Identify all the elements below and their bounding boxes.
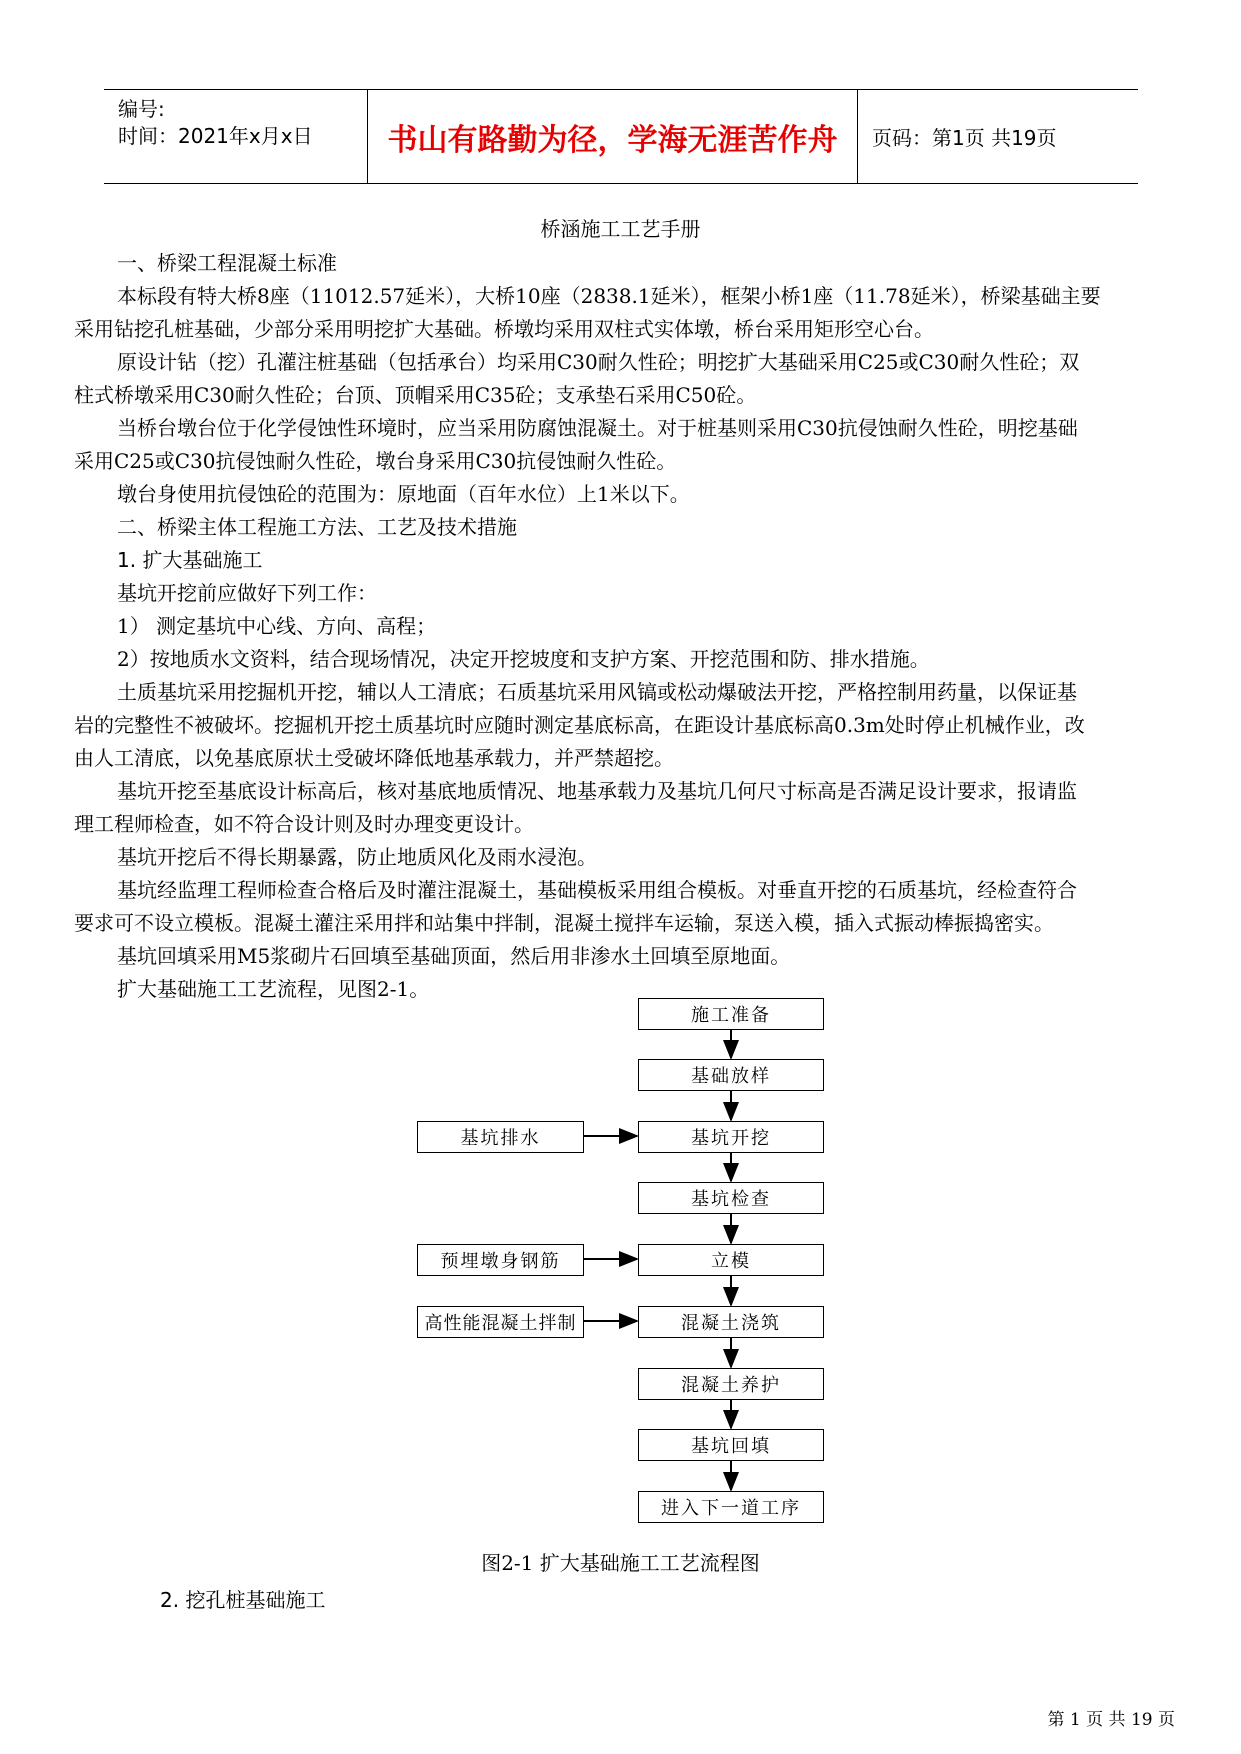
subsection-heading-2: 2. 挖孔桩基础施工 <box>160 1588 326 1612</box>
paragraph-line: 柱式桥墩采用C30耐久性砼；台顶、顶帽采用C35砼；支承垫石采用C50砼。 <box>74 383 757 407</box>
flow-step-next-process: 进入下一道工序 <box>638 1491 824 1523</box>
flow-step-layout: 基础放样 <box>638 1059 824 1091</box>
motto-cell <box>368 90 858 183</box>
paragraph-line: 扩大基础施工工艺流程，见图2-1。 <box>117 977 430 1001</box>
paragraph-line: 墩台身使用抗侵蚀砼的范围为：原地面（百年水位）上1米以下。 <box>117 482 690 506</box>
paragraph-line: 基坑开挖后不得长期暴露，防止地质风化及雨水浸泡。 <box>117 845 597 869</box>
document-title: 桥涵施工工艺手册 <box>540 217 701 241</box>
section-heading-2: 二、桥梁主体工程施工方法、工艺及技术措施 <box>117 515 517 539</box>
paragraph-line: 基坑回填采用M5浆砌片石回填至基础顶面，然后用非渗水土回填至原地面。 <box>117 944 791 968</box>
paragraph-line: 本标段有特大桥8座（11012.57延米），大桥10座（2838.1延米），框架小桥1座（11.78延米），桥梁基础主要 <box>117 284 1101 308</box>
motto-text: 书山有路勤为径，学海无涯苦作舟 <box>387 122 838 158</box>
paragraph-line: 采用钻挖孔桩基础，少部分采用明挖扩大基础。桥墩均采用双柱式实体墩，桥台采用矩形空心台。 <box>74 317 934 341</box>
paragraph-line: 基坑开挖至基底设计标高后，核对基底地质情况、地基承载力及基坑几何尺寸标高是否满足设计要求，报请监 <box>117 779 1077 803</box>
flow-input-drainage: 基坑排水 <box>417 1121 584 1153</box>
flow-input-rebar: 预埋墩身钢筋 <box>417 1244 584 1276</box>
number-label: 编号: <box>118 97 165 121</box>
subsection-heading-1: 1. 扩大基础施工 <box>117 548 263 572</box>
list-item: 1） 测定基坑中心线、方向、高程； <box>117 614 437 638</box>
paragraph-line: 原设计钻（挖）孔灌注桩基础（包括承台）均采用C30耐久性砼；明挖扩大基础采用C25或C30耐久性砼；双 <box>117 350 1080 374</box>
paragraph-line: 采用C25或C30抗侵蚀耐久性砼，墩台身采用C30抗侵蚀耐久性砼。 <box>74 449 677 473</box>
flow-step-excavation: 基坑开挖 <box>638 1121 824 1153</box>
section-heading-1: 一、桥梁工程混凝土标准 <box>117 251 337 275</box>
figure-caption: 图2-1 扩大基础施工工艺流程图 <box>481 1551 760 1575</box>
flow-step-formwork: 立模 <box>638 1244 824 1276</box>
list-item: 2）按地质水文资料，结合现场情况，决定开挖坡度和支护方案、开挖范围和防、排水措施。 <box>117 647 930 671</box>
flow-step-pouring: 混凝土浇筑 <box>638 1306 824 1338</box>
paragraph-line: 基坑开挖前应做好下列工作： <box>117 581 377 605</box>
page-label: 页码：第1页 共19页 <box>872 126 1057 150</box>
page-label-cell <box>858 90 1138 183</box>
paragraph-line: 基坑经监理工程师检查合格后及时灌注混凝土，基础模板采用组合模板。对垂直开挖的石质基坑，经检查符合 <box>117 878 1077 902</box>
paragraph-line: 理工程师检查，如不符合设计则及时办理变更设计。 <box>74 812 534 836</box>
flow-step-curing: 混凝土养护 <box>638 1368 824 1400</box>
paragraph-line: 由人工清底，以免基底原状土受破坏降低地基承载力，并严禁超挖。 <box>74 746 674 770</box>
flow-step-preparation: 施工准备 <box>638 998 824 1030</box>
header-table <box>104 89 1138 184</box>
flow-input-concrete-mixing: 高性能混凝土拌制 <box>417 1306 584 1338</box>
time-label: 时间：2021年x月x日 <box>118 124 313 148</box>
page-footer: 第 1 页 共 19 页 <box>1047 1710 1175 1730</box>
flow-step-backfill: 基坑回填 <box>638 1429 824 1461</box>
flow-step-inspection: 基坑检查 <box>638 1182 824 1214</box>
paragraph-line: 当桥台墩台位于化学侵蚀性环境时，应当采用防腐蚀混凝土。对于桩基则采用C30抗侵蚀耐久性砼，明挖基础 <box>117 416 1078 440</box>
header-meta-cell <box>104 90 368 183</box>
paragraph-line: 要求可不设立模板。混凝土灌注采用拌和站集中拌制，混凝土搅拌车运输，泵送入模，插入式振动棒振捣密实。 <box>74 911 1054 935</box>
paragraph-line: 土质基坑采用挖掘机开挖，辅以人工清底；石质基坑采用风镐或松动爆破法开挖，严格控制用药量，以保证基 <box>117 680 1077 704</box>
paragraph-line: 岩的完整性不被破坏。挖掘机开挖土质基坑时应随时测定基底标高，在距设计基底标高0.3m处时停止机械作业，改 <box>74 713 1085 737</box>
